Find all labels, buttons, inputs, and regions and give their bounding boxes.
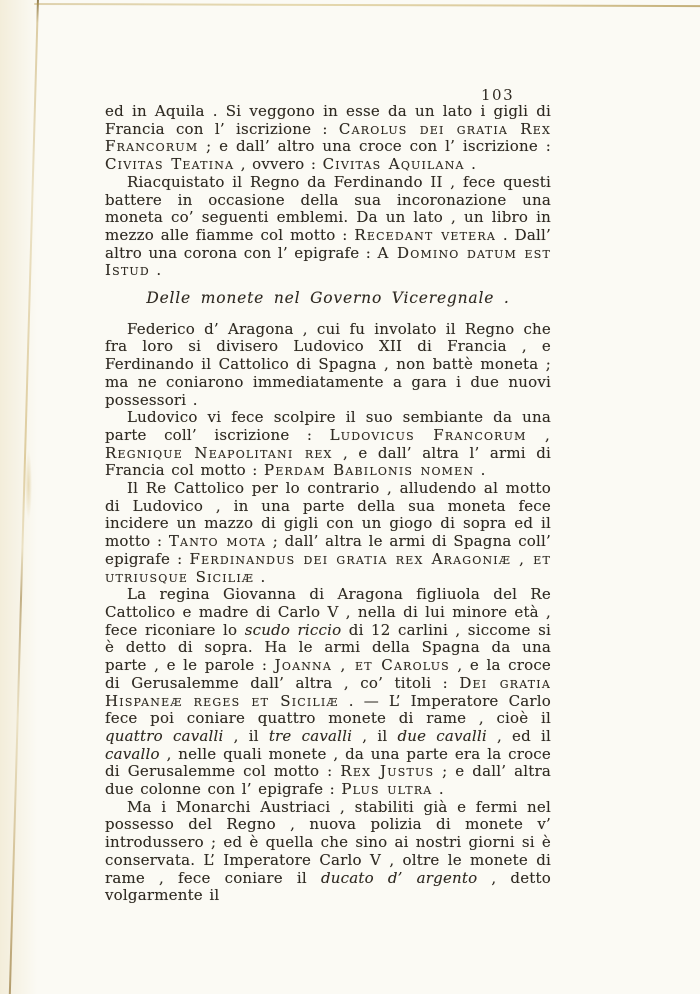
text-segment: Civitas Aquilana bbox=[322, 155, 465, 174]
text-segment: . Dall’ altro una corona con l’ epigrafe : bbox=[105, 225, 551, 262]
text-segment: Carolus dei gratia Rex Francorum bbox=[105, 119, 552, 156]
text-segment: Perdam Babilonis nomen bbox=[264, 461, 475, 480]
text-segment: ; e dall’ altra due colonne con l’ epigrafe : bbox=[105, 762, 552, 799]
text-segment: Federico d’ Aragona , cui fu involato il Regno che fra loro si divisero Ludovico XII di Francia , e Ferdinando il Cattolico di Spagna , non battè moneta ; ma ne coniarono immediatamente a gara i due nuovi possessori . bbox=[105, 319, 551, 409]
text-segment: , nelle quali monete , da una parte era la croce di Gerusalemme col motto : bbox=[105, 744, 551, 781]
text-segment: ducato d’ argento bbox=[320, 868, 478, 887]
page-top-edge-line bbox=[34, 3, 700, 7]
text-segment: , detto volgarmente il bbox=[105, 868, 551, 905]
text-segment: . bbox=[464, 155, 477, 174]
text-segment: . bbox=[254, 567, 266, 586]
text-segment: ; e dall’ altro una croce con l’ iscrizione : bbox=[198, 137, 551, 156]
text-segment: Il Re Cattolico per lo contrario , alludendo al motto di Ludovico , in una parte della sua moneta fece incidere un mazzo di gigli con un giogo di sopra ed il motto : bbox=[105, 479, 551, 551]
text-segment: . bbox=[432, 780, 444, 799]
text-segment: tre cavalli bbox=[268, 726, 353, 745]
text-segment: ed in Aquila . Si veggono in esse da un lato i gigli di Francia con l’ iscrizione : bbox=[105, 102, 551, 138]
text-segment: due cavalli bbox=[397, 726, 487, 745]
text-segment: , il bbox=[352, 726, 398, 745]
text-segment: Tanto mota bbox=[168, 532, 267, 551]
page-text bbox=[105, 103, 551, 905]
text-segment: , il bbox=[223, 726, 269, 745]
text-segment: quattro cavalli bbox=[105, 726, 224, 745]
paragraph bbox=[105, 480, 551, 586]
text-segment: Dei gratia Hispaneæ reges et Siciliæ bbox=[105, 673, 551, 710]
text-segment: La regina Giovanna di Aragona figliuola del Re Cattolico e madre di Carlo V , nella di lui minore età , fece riconiare lo bbox=[105, 585, 551, 639]
paragraph bbox=[105, 586, 551, 798]
text-segment: cavallo bbox=[105, 744, 160, 763]
text-segment: , e dall’ altra l’ armi di Francia col motto : bbox=[105, 443, 552, 480]
text-segment: Civitas Teatina bbox=[105, 155, 235, 174]
text-segment: , e la croce di Gerusalemme dall’ altra , co’ titoli : bbox=[105, 656, 552, 692]
text-segment: Rex Justus bbox=[340, 762, 435, 781]
text-segment: scudo riccio bbox=[244, 620, 342, 639]
page-number: 103 bbox=[481, 86, 515, 104]
text-segment: di 12 carlini , siccome si è detto di sopra. Ha le armi della Spagna da una parte , e le parole : bbox=[105, 620, 551, 675]
text-segment: A Domino datum est Istud bbox=[105, 243, 551, 280]
text-segment: Plus ultra bbox=[341, 780, 433, 799]
text-segment: . bbox=[149, 261, 162, 280]
paragraph bbox=[105, 103, 551, 174]
text-segment: ; dall’ altra le armi di Spagna coll’ epigrafe : bbox=[105, 532, 551, 568]
text-segment: Joanna , et Carolus bbox=[274, 656, 450, 675]
text-segment: Ludovico vi fece scolpire il suo sembiante da una parte coll’ iscrizione : bbox=[105, 408, 551, 444]
paragraph bbox=[105, 799, 551, 905]
text-segment: . — L’ Imperatore Carlo fece poi coniare quattro monete di rame , cioè il bbox=[105, 691, 552, 728]
text-segment: , ovvero : bbox=[234, 155, 323, 174]
text-segment: , ed il bbox=[486, 726, 551, 745]
text-segment: . bbox=[474, 461, 486, 480]
text-segment: Riacquistato il Regno da Ferdinando II , fece questi battere in occasione della sua incoronazione una moneta co’ seguenti emblemi. Da un lato , un libro in mezzo alle fiamme col motto : bbox=[105, 172, 551, 244]
text-segment: Ludovicus Francorum , Regnique Neapolitani rex bbox=[105, 425, 551, 462]
paragraph bbox=[105, 321, 551, 410]
crease-stain bbox=[25, 450, 32, 520]
section-heading: Delle monete nel Governo Viceregnale . bbox=[146, 289, 510, 308]
paragraph bbox=[105, 174, 551, 280]
text-segment: Recedant vetera bbox=[354, 225, 497, 244]
text-segment: Ferdinandus dei gratia rex Aragoniæ , et utriusque Siciliæ bbox=[105, 549, 551, 586]
paragraph bbox=[105, 409, 551, 480]
text-segment: Ma i Monarchi Austriaci , stabiliti già e fermi nel possesso del Regno , nuova polizia di monete v’ introdussero ; ed è quella che sino ai nostri giorni si è conservata. L’ Imperatore Carlo V , oltre le monete di rame , fece coniare il bbox=[105, 797, 551, 887]
